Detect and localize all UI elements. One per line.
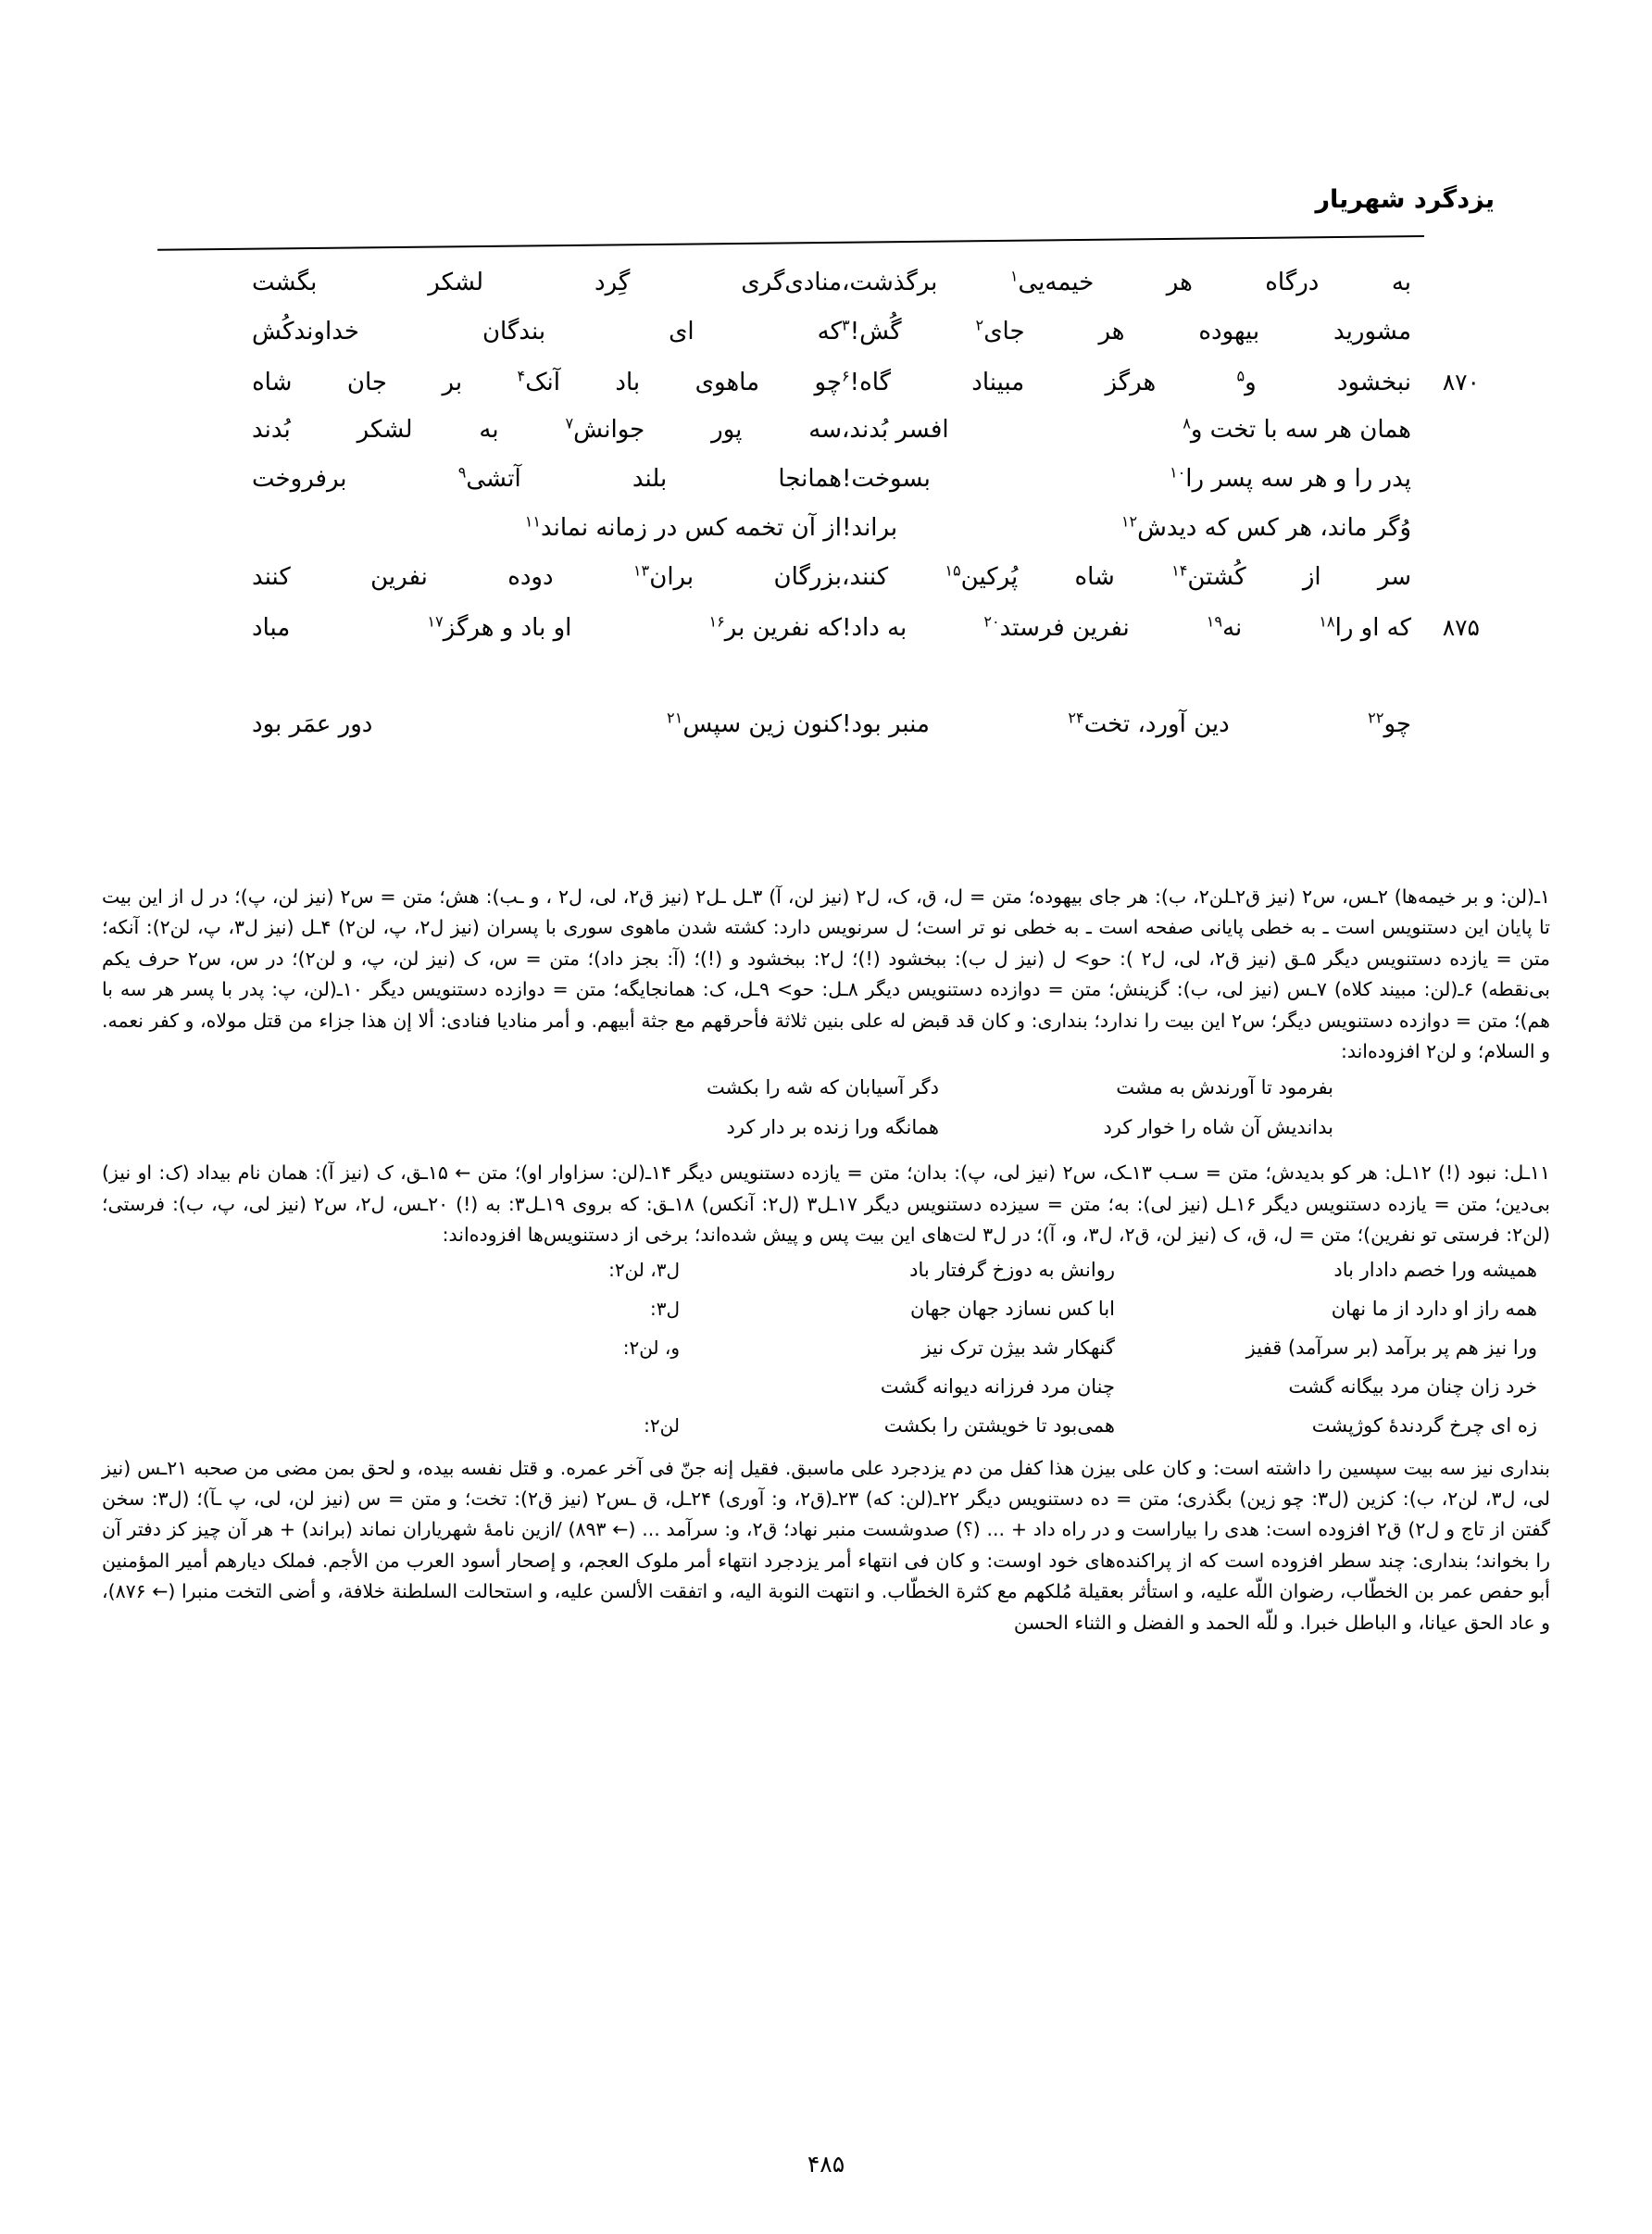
inset-hemistich-a: همی‌بود تا خویشتن را بکشت: [883, 1413, 1115, 1437]
hemistich-a: از آن تخمه کس در زمانه نماند$^{۱۱}$: [524, 512, 842, 542]
manuscript-sigla: ل۳، لن۲:: [608, 1258, 680, 1281]
footnote-marker: ۱۷: [427, 612, 444, 631]
footnote-marker: ۱۹: [1206, 612, 1223, 631]
hemistich-a: سه پور جوانش$^۷$ به لشکر بُدند: [252, 414, 842, 444]
hemistich-a: منادی‌گری گِرد لشکر بگشت: [252, 269, 842, 296]
inset-hemistich-a: چنان مرد فرزانه دیوانه گشت: [880, 1374, 1115, 1398]
verse-line: [172, 367, 1480, 416]
apparatus-paragraph-3: بنداری نیز سه بیت سپسین را داشته است: و کان علی بیزن هذا کفل من دم یزدجرد علی ماسبق. فقیل إنه جنّ فی آخر عمره. و قتل نفسه بیده، و لحق بمن مضی من صحبه ۲۱ـس (نیز لی، ل۳، لن۲، ب): کزین (ل۳: چو زین) بگذری؛ متن = ده دستنویس دیگر ۲۲ـ(لن: که) ۲۳ـ(ق۲، و: آوری) ۲۴ـل، ق ـس۲ (نیز ق۲): تخت؛ و متن = س (نیز لن، لی، پ ـآ)؛ (ل۳: سخن گفتن از تاج و ل۲) ق۲ افزوده است: هدی را بیاراست و در راه داد + ... (؟) صدوشست منبر نهاد؛ ق۲، و: سرآمد ... (← ۸۹۳) /ازین نامهٔ شهریاران نماند (براند) + هر آن چیز کز دفتر آن را بخواند؛ بنداری: چند سطر افزوده است که از پراکنده‌های خود اوست: و کان فی انتهاء أمر یزدجرد انتهاء أمر ملوک العجم، و إصحار أسود العرب من الأجم. فملک دیارهم أمیر المؤمنین أبو حفص عمر بن الخطّاب، رضوان اللّه علیه، و استأثر بعقیلة مُلکهم مع کثرة الخطّاب. و انتهت النوبة الیه، و اتفقت الألسن علیه، و استحالت السلطنة خلافة، و أضی التخت منبرا (← ۸۷۶)، و عاد الحق عیانا، و الباطل خبرا. و للّه الحمد و الفضل و الثناء الحسن: [102, 1456, 1551, 1634]
footnote-marker: ۶: [842, 367, 850, 385]
footnote-marker: ۲۰: [983, 612, 1000, 631]
hemistich-b: سر از کُشتن$^{۱۴}$ شاه پُرکین$^{۱۵}$ کنند،: [842, 561, 1411, 591]
hemistich-b: همان هر سه با تخت و$^۸$ افسر بُدند،: [842, 414, 1411, 444]
manuscript-sigla: لن۲:: [644, 1413, 680, 1437]
verse-line: [172, 416, 1480, 465]
footnote-marker: ۲: [975, 316, 984, 334]
verse-line: [172, 612, 1480, 661]
inset-hemistich-b: همه راز او دارد از ما نهان: [1331, 1297, 1537, 1320]
footnote-marker: ۱۲: [1120, 512, 1138, 531]
inset-verse-line: [102, 1294, 1550, 1333]
hemistich-a: همانجا بلند آتشی$^۹$ برفروخت: [252, 463, 842, 493]
folio-number: ۴۸۵: [807, 2151, 845, 2178]
footnote-marker: ۲۱: [667, 709, 683, 727]
apparatus-paragraph-1: ۱ـ(لن: و بر خیمه‌ها) ۲ـس، س۲ (نیز ق۲ـلن۲، ب): هر جای بیهوده؛ متن = ل، ق، ک، ل۲ (نیز لن، آ) ۳ـل ـل۲ (نیز ق۲، لی، ل۲ ، و ـب): هش؛ متن = س۲ (نیز لن، پ)؛ در ل از این بیت تا پایان این دستنویس است ـ به خطی پایانی صفحه است ـ به خطی نو تر است؛ ل سرنویس دارد: کشته شدن ماهوی سوری با پسران (نیز ل۲، پ، لن۲) ۴ـل (نیز ل۳، پ، لن۲): آنکه؛ متن = یازده دستنویس دیگر ۵ـق (نیز ق۲، لی، ل۲ ): حو> ل (نیز ل ب): ببخشود (!)؛ ل۲: ببخشود و (!)؛ (آ: بجز داد)؛ متن = س، ک (نیز لن، پ، و لن۲)؛ در س، س۲ حرف یکم بی‌نقطه) ۶ـ(لن: مبیند کلاه) ۷ـس (نیز لی، ب): گزینش؛ متن = دوازده دستنویس دیگر ۸ـل: حو> ۹ـل، ک: همانجایگه؛ متن = دوازده دستنویس دیگر ۱۰ـ(لن، پ: پدر با پسر هر سه با هم)؛ متن = دوازده دستنویس دیگر؛ س۲ این بیت را ندارد؛ بنداری: و کان قد قبض له علی بنین ثلاثة فأحرقهم مع جثة أبیهم. و أمر منادیا فنادی: ألا إن هذا جزاء من قتل مولاه، و کفر نعمه. و السلام؛ و لن۲ افزوده‌اند:: [102, 885, 1551, 1063]
footnote-marker: ۲۲: [1368, 709, 1384, 727]
footnote-marker: ۱۴: [1171, 561, 1188, 580]
inset-hemistich-a: دگر آسیابان که شه را بکشت: [706, 1076, 939, 1099]
hemistich-b: که او را$^{۱۸}$ نه$^{۱۹}$ نفرین فرستد$^{۲۰}$ به داد!: [842, 612, 1411, 642]
footnote-marker: ۷: [565, 414, 574, 433]
footnote-marker: ۵: [1236, 367, 1245, 385]
footnote-marker: ۱۱: [524, 512, 541, 531]
critical-apparatus: [102, 882, 1550, 1638]
inset-verse-line: [102, 1372, 1550, 1411]
verse-block: [172, 269, 1480, 759]
apparatus-paragraph-2: ۱۱ـل: نبود (!) ۱۲ـل: هر کو بدیدش؛ متن = سـب ۱۳ـک، س۲ (نیز لی، پ): بدان؛ متن = یازده دستنویس دیگر ۱۴ـ(لن: سزاوار او)؛ متن ← ۱۵ـق، ک (نیز آ): همان نام بیداد (ک: او نیز) بی‌دین؛ متن = یازده دستنویس دیگر ۱۶ـل (نیز لی): به؛ متن = سیزده دستنویس دیگر ۱۷ـل۳ (ل۲: آنکس) ۱۸ـق: که بروی ۱۹ـل۳: به (!) ۲۰ـس، ل۲، س۲ (نیز لی، پ، ب): فرستی؛ (لن۲: فرستی تو نفرین)؛ متن = ل، ق، ک (نیز لن، ق۲، ل۳، و، آ)؛ در ل۳ لت‌های این بیت پس و پیش شده‌اند؛ برخی از دستنویس‌ها افزوده‌اند:: [102, 1161, 1550, 1247]
hemistich-b: پدر را و هر سه پسر را$^{۱۰}$ بسوخت!: [842, 463, 1411, 493]
footnote-marker: ۱۶: [708, 612, 725, 631]
verse-line: [172, 269, 1480, 318]
footnote-marker: ۹: [457, 463, 467, 482]
footnote-marker: ۱۵: [945, 561, 961, 580]
verse-number: [1420, 583, 1480, 584]
hemistich-a: کنون زین سپس$^{۲۱}$ دور عمَر بود: [252, 709, 842, 738]
verse-number: [1420, 288, 1480, 290]
hemistich-a: که ای بندگان خداوندکُش: [252, 318, 842, 345]
inset-verse-line: [102, 1073, 1346, 1112]
inset-hemistich-a: ابا کس نسازد جهان جهان: [910, 1297, 1115, 1320]
hemistich-a: چو ماهوی باد آنک$^۴$ بر جان شاه: [252, 367, 842, 396]
inset-verse-line: [102, 1411, 1550, 1450]
hemistich-b: نبخشود و$^۵$ هرگز مبیناد گاه!$^۶$: [842, 367, 1411, 396]
running-head-area: [157, 182, 1495, 246]
verse-line: [172, 563, 1480, 612]
footnote-marker: ۱: [1009, 267, 1019, 285]
inset-hemistich-a: همانگه ورا زنده بر دار کرد: [726, 1116, 939, 1139]
inset-hemistich-b: بفرمود تا آورندش به مشت: [1116, 1076, 1333, 1099]
hemistich-b: وُگر ماند، هر کس که دیدش$^{۱۲}$ براند!: [842, 512, 1411, 542]
inset-hemistich-a: روانش به دوزخ گرفتار باد: [909, 1258, 1115, 1281]
footnote-marker: ۴: [517, 367, 526, 385]
verse-number: [1420, 484, 1480, 486]
footnote-marker: ۱۰: [1169, 463, 1186, 482]
verse-number: [1420, 435, 1480, 437]
running-head: یزدگرد شهریار: [1315, 185, 1495, 214]
verse-number: [1420, 337, 1480, 339]
verse-line: [172, 514, 1480, 563]
footnote-marker: ۱۳: [632, 561, 650, 580]
hemistich-a: که نفرین بر$^{۱۶}$ او باد و هرگز$^{۱۷}$ مباد: [252, 612, 842, 642]
footnote-marker: ۱۸: [1319, 612, 1335, 631]
inset-verse-line: [102, 1333, 1550, 1372]
inset-hemistich-b: بداندیش آن شاه را خوار کرد: [1103, 1116, 1333, 1139]
manuscript-sigla: ل۳:: [649, 1297, 680, 1320]
manuscript-sigla: و، لن۲:: [622, 1336, 680, 1359]
inset-hemistich-b: زه ای چرخ گردندهٔ کوژپشت: [1311, 1413, 1537, 1437]
verse-number: ۸۷۵: [1442, 614, 1480, 641]
hemistich-b: مشورید بیهوده هر جای$^۲$ گُش!$^۳$: [842, 316, 1411, 345]
inset-verse-line: [102, 1255, 1550, 1294]
verse-line: [172, 710, 1480, 759]
footnote-marker: ۳: [842, 316, 850, 334]
header-divider: [157, 235, 1424, 251]
verse-number: ۸۷۰: [1442, 369, 1480, 395]
footnote-marker: ۲۴: [1068, 709, 1084, 727]
hemistich-b: چو$^{۲۲}$ دین آورد، تخت$^{۲۴}$ منبر بود!: [842, 709, 1411, 738]
inset-hemistich-a: گنهکار شد بیژن ترک نیز: [921, 1336, 1115, 1359]
footnote-marker: ۸: [1183, 414, 1191, 433]
inset-hemistich-b: همیشه ورا خصم دادار باد: [1333, 1258, 1537, 1281]
inset-variant-verses-1: [102, 1073, 1550, 1152]
verse-number: [1420, 533, 1480, 535]
hemistich-b: به درگاه هر خیمه‌یی$^۱$ برگذشت،: [842, 267, 1411, 296]
verse-number: [1420, 730, 1480, 732]
inset-verse-line: [102, 1112, 1346, 1152]
verse-line: [172, 318, 1480, 367]
verse-line: [172, 465, 1480, 514]
inset-hemistich-b: ورا نیز هم پر برآمد (بر سرآمد) قفیز: [1245, 1336, 1537, 1359]
inset-hemistich-b: خرد زان چنان مرد بیگانه گشت: [1288, 1374, 1537, 1398]
hemistich-a: بزرگان بران$^{۱۳}$ دوده نفرین کنند: [252, 561, 842, 591]
inset-variant-verses-2: [102, 1255, 1550, 1450]
